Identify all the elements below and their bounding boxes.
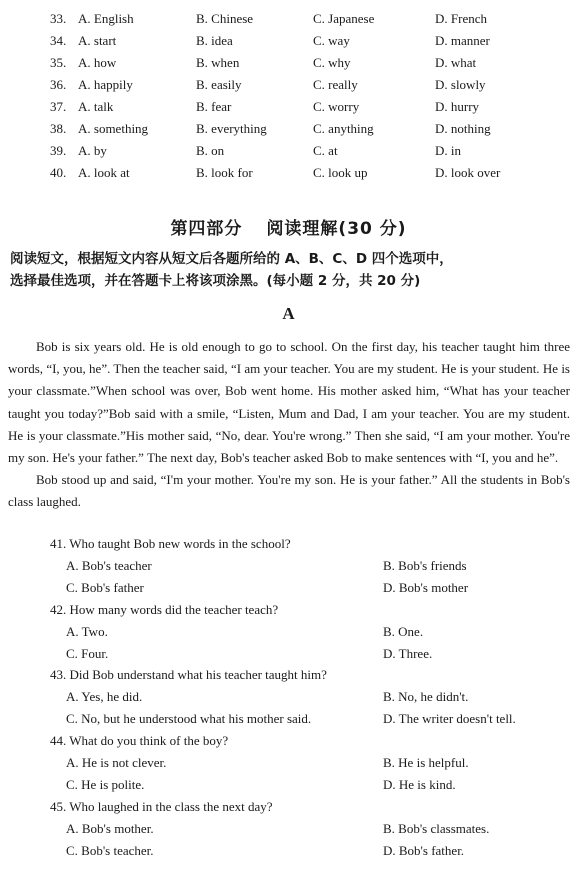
- option-c: C. at: [313, 143, 338, 158]
- option-b: B. everything: [196, 121, 267, 136]
- option-c: C. why: [313, 55, 351, 70]
- option-d: D. what: [435, 55, 477, 70]
- option-c: C. really: [313, 77, 358, 92]
- section-name: 阅读理解(30 分): [266, 219, 407, 239]
- question-number: 35.: [50, 55, 67, 70]
- option-d: D. hurry: [435, 99, 480, 114]
- option-d: D. manner: [435, 33, 490, 48]
- option-a: A. talk: [78, 99, 114, 114]
- question-number: 38.: [50, 121, 67, 136]
- answer-43-d: D. The writer doesn't tell.: [383, 711, 516, 726]
- answer-44-c: C. He is polite.: [66, 777, 145, 792]
- option-d: D. slowly: [435, 77, 486, 92]
- answer-45-c: C. Bob's teacher.: [66, 843, 154, 858]
- answer-44-a: A. He is not clever.: [66, 755, 167, 770]
- question-number: 40.: [50, 165, 67, 180]
- option-b: B. look for: [196, 165, 253, 180]
- question-number: 34.: [50, 33, 67, 48]
- option-b: B. Chinese: [196, 11, 254, 26]
- question-number: 33.: [50, 11, 67, 26]
- answer-41-c: C. Bob's father: [66, 580, 144, 595]
- answer-42-a: A. Two.: [66, 624, 108, 639]
- option-a: A. English: [78, 11, 134, 26]
- instruction-line-2: 选择最佳选项，并在答题卡上将该项涂黑。(每小题 2 分，共 20 分): [10, 273, 421, 289]
- section-title: [0, 214, 577, 239]
- answer-41-a: A. Bob's teacher: [66, 558, 152, 573]
- answer-43-c: C. No, but he understood what his mother said.: [66, 711, 312, 726]
- option-a: A. by: [78, 143, 107, 158]
- answer-42-c: C. Four.: [66, 646, 109, 661]
- question-number: 39.: [50, 143, 67, 158]
- answer-45-a: A. Bob's mother.: [66, 821, 154, 836]
- instruction-line-1: 阅读短文，根据短文内容从短文后各题所给的 A、B、C、D 四个选项中，: [10, 251, 453, 267]
- answer-45-d: D. Bob's father.: [383, 843, 465, 858]
- option-c: C. worry: [313, 99, 360, 114]
- option-b: B. fear: [196, 99, 232, 114]
- section-part: 第四部分: [170, 219, 243, 239]
- question-42: 42. How many words did the teacher teach?: [50, 602, 279, 617]
- question-41: 41. Who taught Bob new words in the school?: [50, 536, 291, 551]
- option-a: A. look at: [78, 165, 130, 180]
- option-a: A. happily: [78, 77, 133, 92]
- option-a: A. how: [78, 55, 117, 70]
- reading-passage: [8, 336, 570, 514]
- option-d: D. nothing: [435, 121, 491, 136]
- passage-letter: A: [282, 304, 295, 323]
- answer-42-b: B. One.: [383, 624, 424, 639]
- option-c: C. look up: [313, 165, 368, 180]
- answer-42-d: D. Three.: [383, 646, 433, 661]
- answer-43-a: A. Yes, he did.: [66, 689, 143, 704]
- option-b: B. idea: [196, 33, 233, 48]
- option-c: C. anything: [313, 121, 374, 136]
- option-c: C. way: [313, 33, 350, 48]
- answer-43-b: B. No, he didn't.: [383, 689, 469, 704]
- question-43: 43. Did Bob understand what his teacher taught him?: [50, 667, 327, 682]
- answer-45-b: B. Bob's classmates.: [383, 821, 490, 836]
- answer-41-b: B. Bob's friends: [383, 558, 467, 573]
- answer-41-d: D. Bob's mother: [383, 580, 469, 595]
- option-d: D. French: [435, 11, 487, 26]
- option-b: B. on: [196, 143, 225, 158]
- option-d: D. look over: [435, 165, 501, 180]
- question-44: 44. What do you think of the boy?: [50, 733, 229, 748]
- question-number: 36.: [50, 77, 67, 92]
- question-number: 37.: [50, 99, 67, 114]
- option-c: C. Japanese: [313, 11, 375, 26]
- question-45: 45. Who laughed in the class the next day?: [50, 799, 273, 814]
- option-d: D. in: [435, 143, 461, 158]
- passage-paragraph-1: Bob is six years old. He is old enough to go to school. On the first day, his teacher taught him three words, “I, you, he”. Then the teacher said, “I am your teacher. You are my student. He is your student. He is your classmate.”When school was over, Bob went home. His mother asked him, “What has your teacher taught you today?”Bob said with a smile, “Listen, Mum and Dad, I am your teacher. You are my student. He is your classmate.”His mother said, “No, dear. You're wrong.” Then she said, “I am your mother. You're my son. He's your father.” The next day, Bob's teacher asked Bob to make sentences with “I, you and he”.: [8, 339, 570, 466]
- option-b: B. easily: [196, 77, 242, 92]
- option-a: A. something: [78, 121, 149, 136]
- option-a: A. start: [78, 33, 117, 48]
- answer-44-b: B. He is helpful.: [383, 755, 469, 770]
- answer-44-d: D. He is kind.: [383, 777, 456, 792]
- passage-paragraph-2: Bob stood up and said, “I'm your mother. You're my son. He is your father.” All the students in Bob's class laughed.: [8, 472, 570, 510]
- option-b: B. when: [196, 55, 240, 70]
